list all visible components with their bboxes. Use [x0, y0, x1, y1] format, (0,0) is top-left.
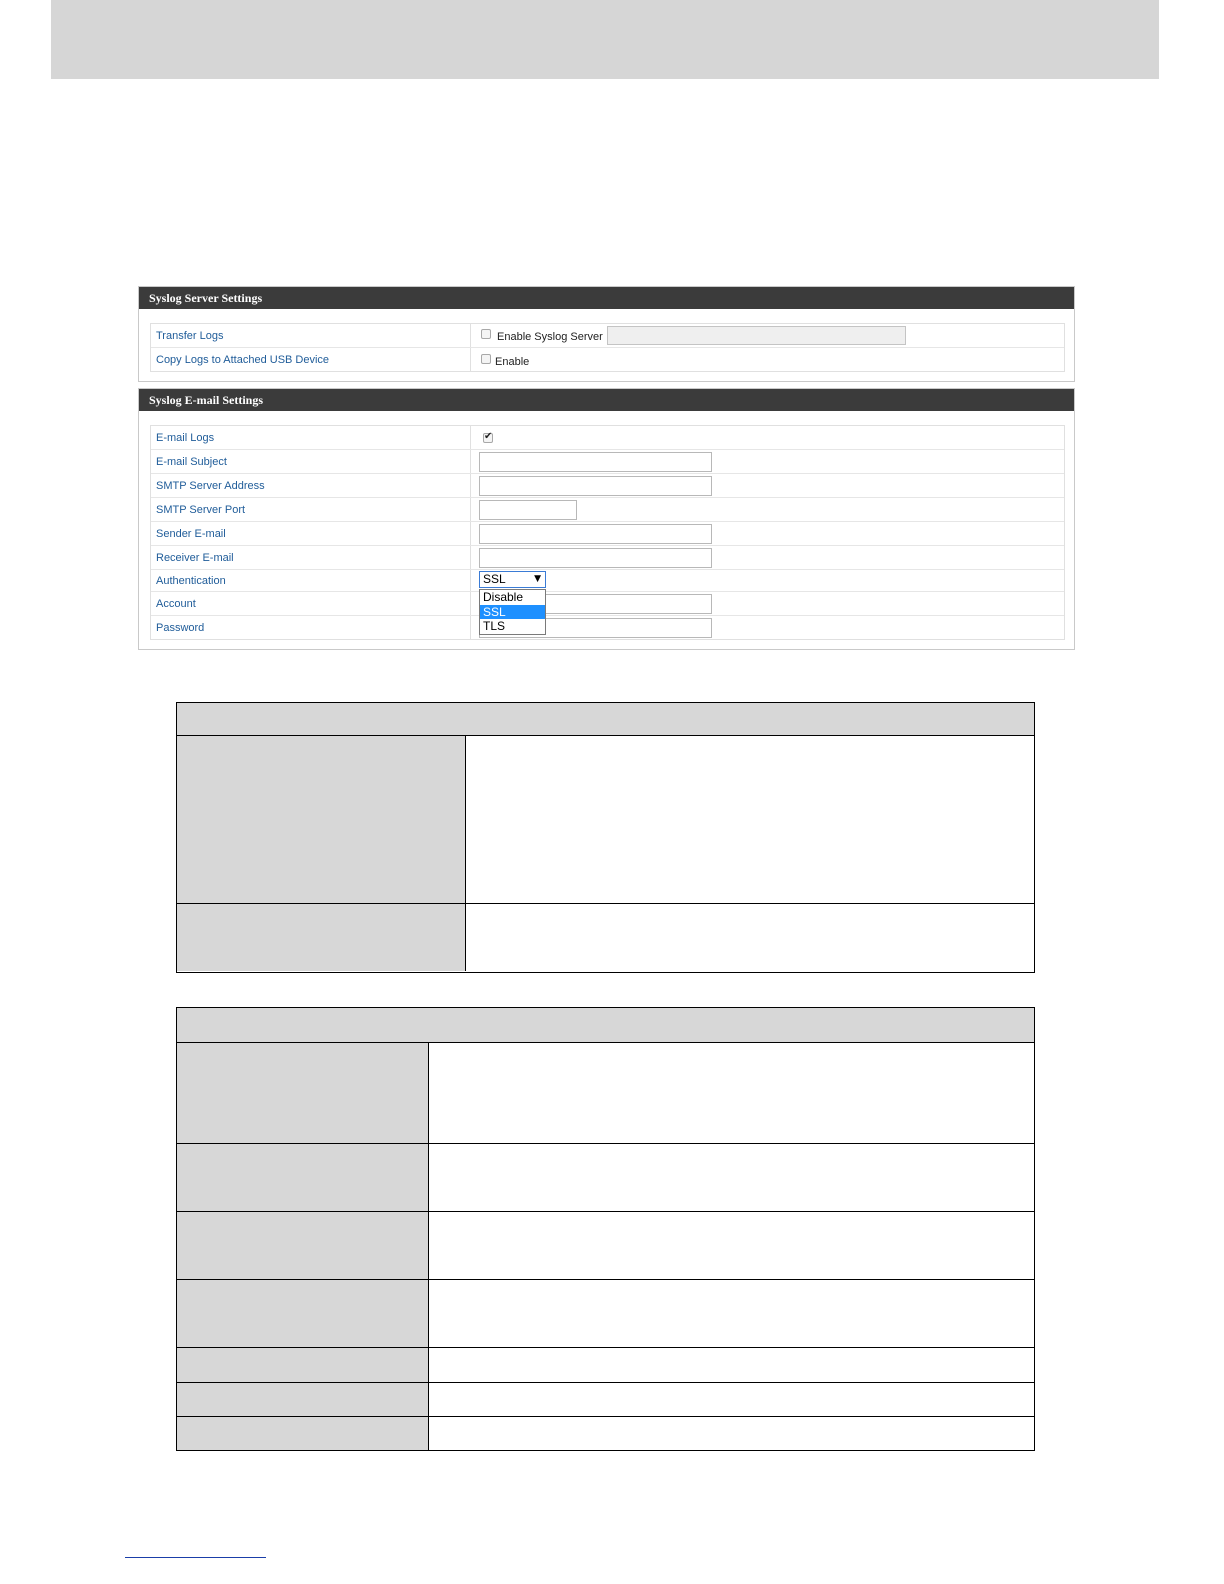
doc-table-row — [177, 1417, 1034, 1450]
transfer-logs-label: Transfer Logs — [151, 324, 471, 347]
syslog-server-panel — [138, 286, 1075, 382]
receiver-email-value — [479, 546, 1064, 569]
authentication-options-list — [479, 589, 546, 635]
doc-table-label-cell — [177, 1280, 429, 1347]
syslog-server-panel-title: Syslog Server Settings — [139, 287, 1074, 309]
authentication-value — [479, 570, 1064, 591]
email-logs-label: E-mail Logs — [151, 426, 471, 449]
copy-logs-enable-label: Enable — [495, 355, 530, 368]
copy-logs-enable-checkbox[interactable] — [481, 354, 491, 364]
smtp-server-port-row — [151, 498, 1064, 522]
doc-table-label-cell — [177, 1417, 429, 1450]
sender-email-row — [151, 522, 1064, 546]
password-value — [479, 616, 1064, 639]
account-label: Account — [151, 592, 471, 615]
authentication-option-disable[interactable]: Disable — [483, 590, 524, 604]
footer-link-underline[interactable] — [125, 1557, 266, 1558]
doc-table-header — [177, 1008, 1034, 1043]
doc-table-label-cell — [177, 1383, 429, 1416]
doc-table-row — [177, 904, 1034, 971]
smtp-server-address-value — [479, 474, 1064, 497]
doc-table-row — [177, 1280, 1034, 1348]
doc-table-label-cell — [177, 1144, 429, 1211]
sender-email-value — [479, 522, 1064, 545]
enable-syslog-server-checkbox[interactable] — [481, 329, 491, 339]
doc-table-label-cell — [177, 904, 466, 971]
doc-table-row — [177, 1348, 1034, 1383]
doc-table-label-cell — [177, 1348, 429, 1382]
email-subject-row — [151, 450, 1064, 474]
password-label: Password — [151, 616, 471, 639]
doc-table-label-cell — [177, 736, 466, 903]
password-row — [151, 616, 1064, 639]
doc-table-row — [177, 1043, 1034, 1144]
smtp-server-port-input[interactable] — [479, 500, 577, 520]
receiver-email-label: Receiver E-mail — [151, 546, 471, 569]
doc-table-header — [177, 703, 1034, 736]
doc-table-row — [177, 736, 1034, 904]
authentication-row — [151, 570, 1064, 592]
email-subject-value — [479, 450, 1064, 473]
smtp-server-address-input[interactable] — [479, 476, 712, 496]
dropdown-arrow-icon: ▼ — [534, 574, 541, 584]
email-logs-checkbox[interactable] — [483, 433, 493, 443]
smtp-server-port-value — [479, 498, 1064, 521]
copy-logs-usb-value — [479, 348, 1064, 372]
transfer-logs-value — [479, 324, 1064, 347]
email-logs-row — [151, 426, 1064, 450]
enable-syslog-server-label: Enable Syslog Server — [497, 331, 603, 343]
authentication-option-tls[interactable]: TLS — [483, 619, 506, 633]
syslog-email-panel-title: Syslog E-mail Settings — [139, 389, 1074, 411]
account-value — [479, 592, 1064, 615]
copy-logs-usb-label: Copy Logs to Attached USB Device — [151, 348, 471, 372]
smtp-server-address-row — [151, 474, 1064, 498]
email-logs-value — [479, 426, 1064, 449]
authentication-label: Authentication — [151, 570, 471, 591]
doc-table-label-cell — [177, 1212, 429, 1279]
doc-table-row — [177, 1383, 1034, 1417]
syslog-email-panel — [138, 388, 1075, 650]
doc-table-syslog-server — [176, 702, 1035, 973]
sender-email-label: Sender E-mail — [151, 522, 471, 545]
doc-table-row — [177, 1212, 1034, 1280]
syslog-server-address-input[interactable] — [607, 326, 906, 345]
syslog-email-table — [150, 425, 1065, 640]
email-subject-input[interactable] — [479, 452, 712, 472]
doc-table-row — [177, 1144, 1034, 1212]
smtp-server-port-label: SMTP Server Port — [151, 498, 471, 521]
email-subject-label: E-mail Subject — [151, 450, 471, 473]
account-row — [151, 592, 1064, 616]
transfer-logs-row — [151, 324, 1064, 348]
copy-logs-usb-row — [151, 348, 1064, 372]
smtp-server-address-label: SMTP Server Address — [151, 474, 471, 497]
doc-table-syslog-email — [176, 1007, 1035, 1451]
authentication-selected-value: SSL — [483, 572, 506, 586]
receiver-email-input[interactable] — [479, 548, 712, 568]
sender-email-input[interactable] — [479, 524, 712, 544]
doc-table-label-cell — [177, 1043, 429, 1143]
page-header-band — [51, 0, 1159, 79]
authentication-select[interactable] — [479, 571, 546, 588]
authentication-option-ssl[interactable]: SSL — [480, 605, 545, 620]
syslog-server-table — [150, 323, 1065, 372]
receiver-email-row — [151, 546, 1064, 570]
